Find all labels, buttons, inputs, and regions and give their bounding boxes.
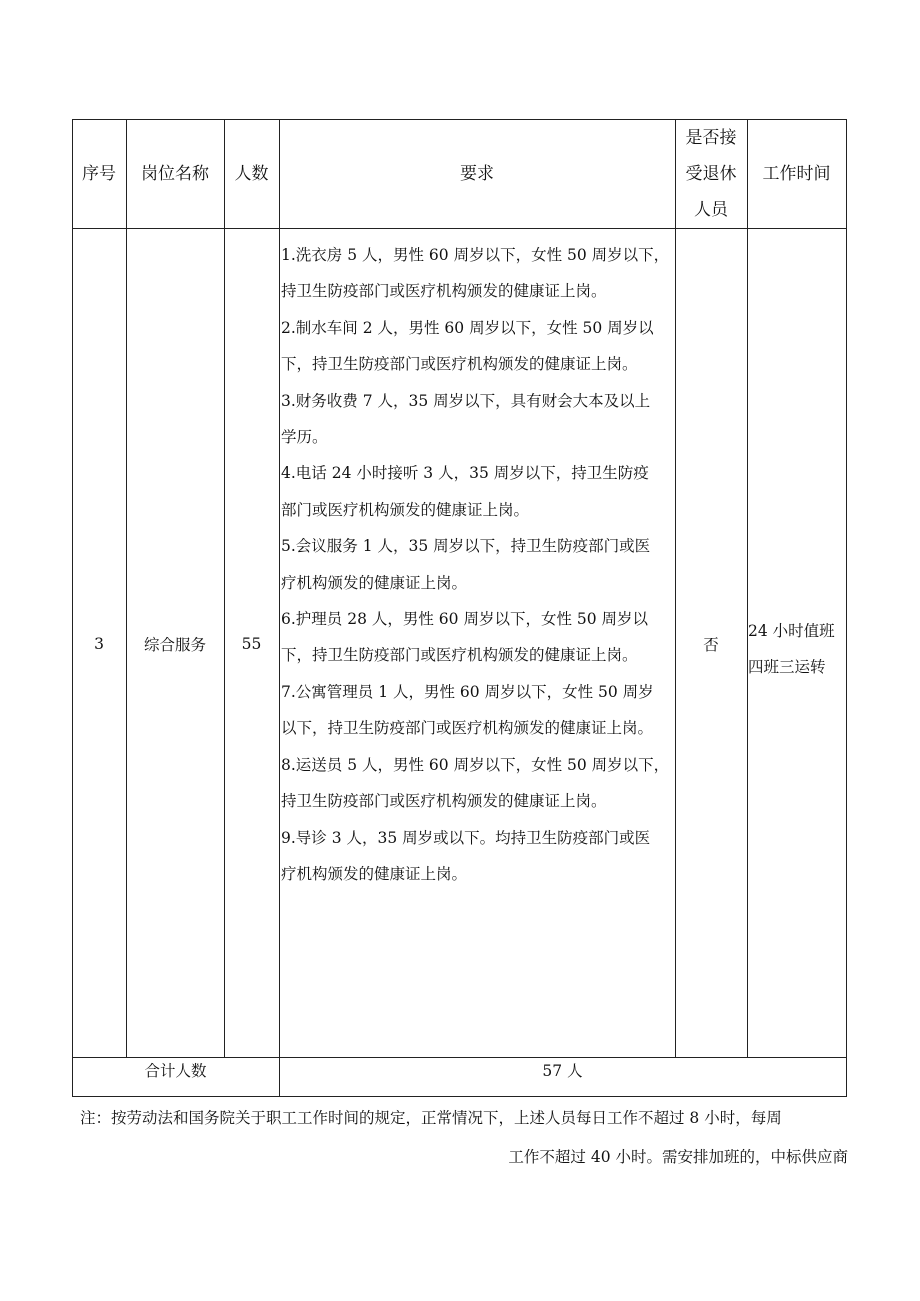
col-divider-3: [279, 119, 280, 1097]
col-divider-4: [675, 119, 676, 1058]
col-divider-1: [126, 119, 127, 1058]
header-count: 人数: [234, 163, 269, 184]
requirement-line: 下，持卫生防疫部门或医疗机构颁发的健康证上岗。: [281, 646, 638, 665]
row-work-hours: [748, 613, 846, 685]
header-position: 岗位名称: [141, 163, 209, 184]
row-position-name: 综合服务: [143, 636, 206, 654]
table-border-left: [72, 119, 73, 1097]
row-accept-retirees: 否: [703, 636, 719, 654]
requirement-line: 以下，持卫生防疫部门或医疗机构颁发的健康证上岗。: [281, 719, 654, 738]
requirement-line: 1.洗衣房 5 人，男性 60 周岁以下，女性 50 周岁以下，: [281, 246, 670, 264]
requirement-line: 部门或医疗机构颁发的健康证上岗。: [281, 500, 530, 519]
requirement-line: 持卫生防疫部门或医疗机构颁发的健康证上岗。: [281, 282, 607, 301]
row-requirements: [281, 237, 675, 892]
requirement-line: 下，持卫生防疫部门或医疗机构颁发的健康证上岗。: [281, 355, 638, 374]
header-accept-retirees-line3: 人员: [694, 199, 728, 220]
total-label: 合计人数: [144, 1062, 207, 1080]
footnote-line2: 工作不超过 40 小时。需安排加班的，中标供应商: [508, 1148, 848, 1166]
header-accept-retirees-line1: 是否接: [685, 127, 737, 148]
col-divider-2: [224, 119, 225, 1058]
footnote-line1: 注：按劳动法和国务院关于职工工作时间的规定，正常情况下，上述人员每日工作不超过 8 小时，每周: [80, 1109, 782, 1127]
requirement-line: 疗机构颁发的健康证上岗。: [281, 573, 468, 592]
requirement-line: 学历。: [281, 428, 328, 447]
table-header-divider: [72, 228, 847, 229]
table-border-bottom: [72, 1096, 847, 1097]
table-border-right: [846, 119, 847, 1097]
header-accept-retirees: [675, 119, 747, 228]
header-requirements: 要求: [460, 163, 494, 184]
requirement-line: 2.制水车间 2 人，男性 60 周岁以下，女性 50 周岁以: [281, 318, 654, 337]
col-divider-5: [747, 119, 748, 1058]
requirement-line: 4.电话 24 小时接听 3 人，35 周岁以下，持卫生防疫: [281, 464, 649, 483]
work-hours-line1: 24 小时值班: [748, 622, 835, 640]
header-index: 序号: [82, 163, 116, 184]
work-hours-line2: 四班三运转: [748, 658, 826, 676]
requirement-line: 疗机构颁发的健康证上岗。: [281, 864, 468, 883]
requirement-line: 8.运送员 5 人，男性 60 周岁以下，女性 50 周岁以下，: [281, 755, 670, 774]
header-accept-retirees-line2: 受退休: [685, 163, 737, 184]
requirement-line: 5.会议服务 1 人，35 周岁以下，持卫生防疫部门或医: [281, 537, 651, 556]
row-headcount: 55: [241, 635, 262, 653]
requirement-line: 6.护理员 28 人，男性 60 周岁以下，女性 50 周岁以: [281, 610, 649, 629]
header-work-hours: 工作时间: [762, 163, 831, 184]
requirement-line: 7.公寓管理员 1 人，男性 60 周岁以下，女性 50 周岁: [281, 682, 654, 701]
total-value: 57 人: [542, 1062, 583, 1080]
requirement-line: 持卫生防疫部门或医疗机构颁发的健康证上岗。: [281, 792, 607, 811]
requirement-line: 3.财务收费 7 人，35 周岁以下，具有财会大本及以上: [281, 391, 651, 410]
row-index: 3: [94, 635, 104, 653]
requirement-line: 9.导诊 3 人，35 周岁或以下。均持卫生防疫部门或医: [281, 828, 651, 847]
